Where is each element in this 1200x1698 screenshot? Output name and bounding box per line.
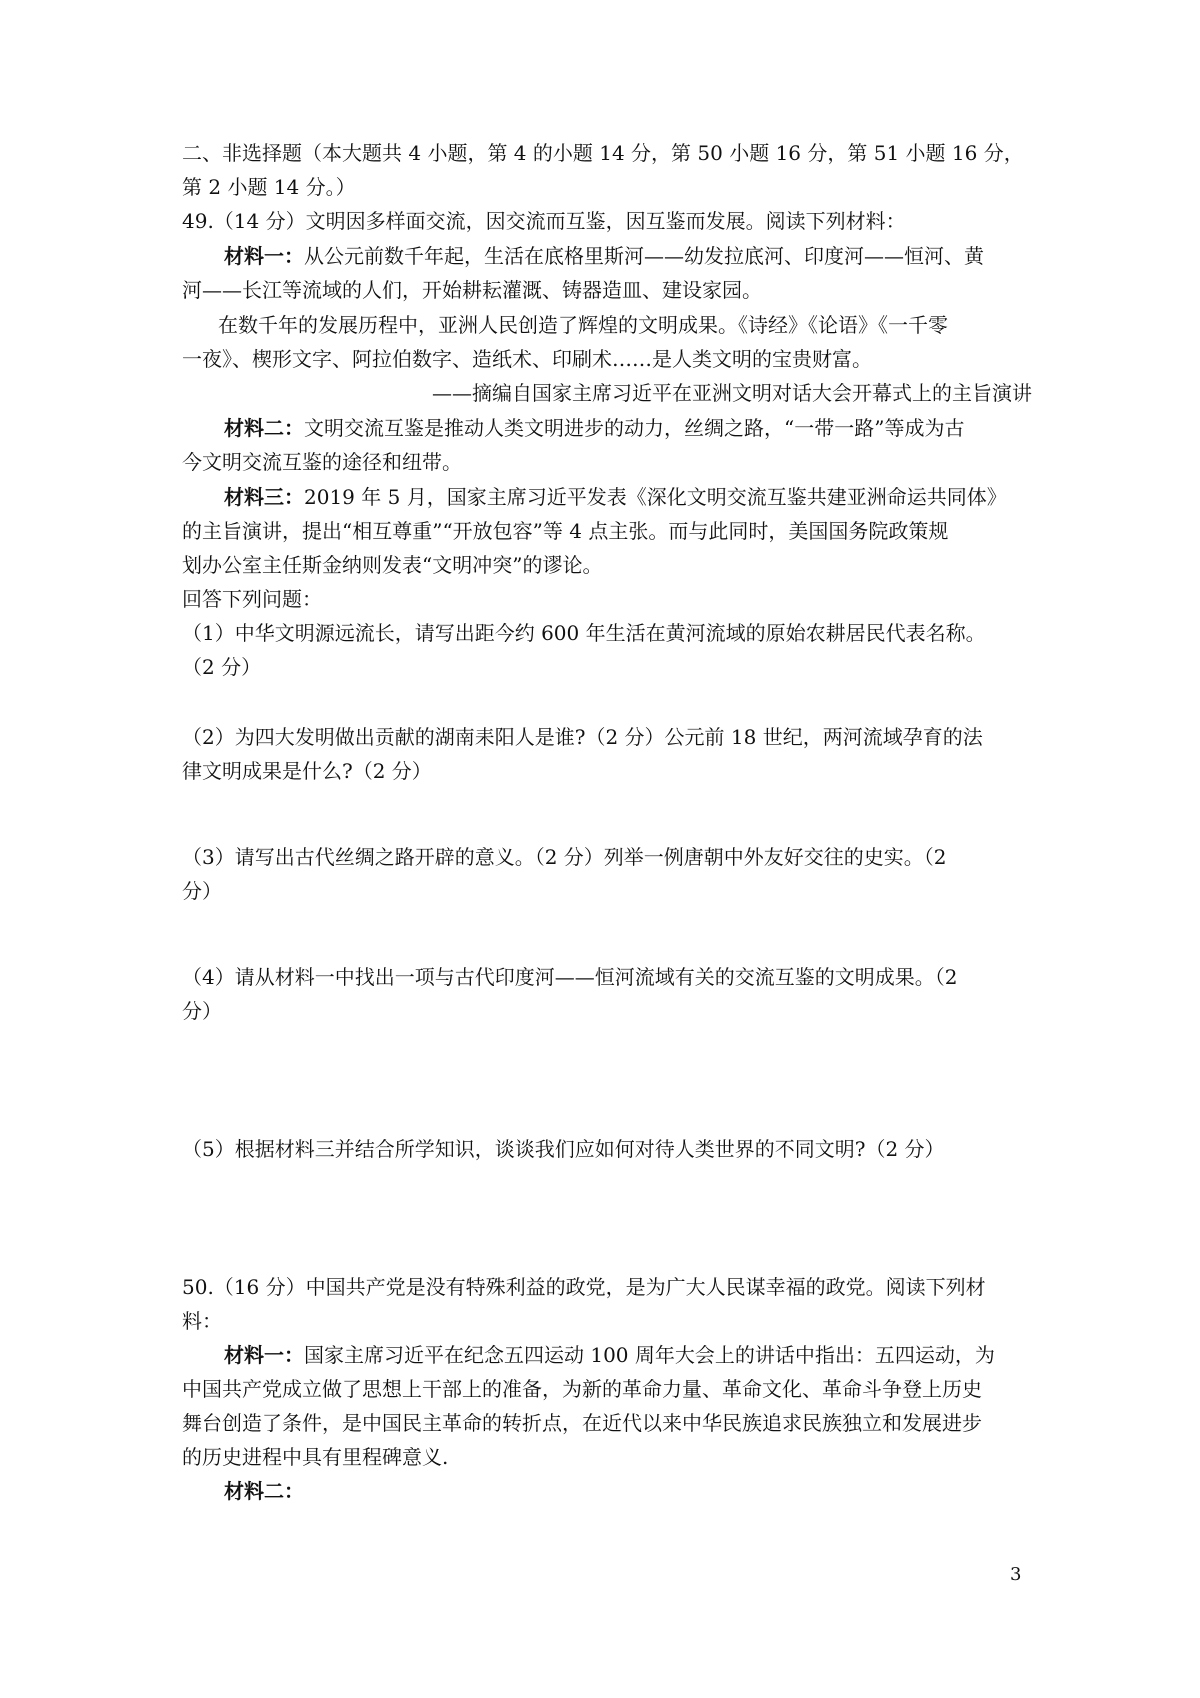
q49-material-1-text: 从公元前数千年起，生活在底格里斯河——幼发拉底河、印度河——恒河、黄 xyxy=(304,244,984,268)
q49-material-2-text: 文明交流互鉴是推动人类文明进步的动力，丝绸之路，“一带一路”等成为古 xyxy=(304,416,965,440)
q49-material-1-para-2-line-1: 在数千年的发展历程中，亚洲人民创造了辉煌的文明成果。《诗经》《论语》《一千零 xyxy=(218,313,948,337)
q50-material-1-line-4: 的历史进程中具有里程碑意义. xyxy=(182,1445,449,1469)
q50-material-1-text: 国家主席习近平在纪念五四运动 100 周年大会上的讲话中指出：五四运动，为 xyxy=(304,1343,995,1367)
q49-stem: 49.（14 分）文明因多样面交流，因交流而互鉴，因互鉴而发展。阅读下列材料： xyxy=(182,209,906,233)
q50-stem-line-2: 料： xyxy=(182,1309,222,1333)
q49-material-3-label: 材料三： xyxy=(224,485,304,509)
q50-material-1-label: 材料一： xyxy=(224,1343,304,1367)
q50-stem-line-1: 50.（16 分）中国共产党是没有特殊利益的政党，是为广大人民谋幸福的政党。阅读下列材 xyxy=(182,1275,986,1299)
q49-sub-3-line-2: 分） xyxy=(182,879,222,903)
q49-material-2-label: 材料二： xyxy=(224,416,304,440)
q49-sub-2-line-2: 律文明成果是什么?（2 分） xyxy=(182,759,432,783)
q49-material-3-line-1 xyxy=(182,480,1074,514)
q50-material-1-line-3: 舞台创造了条件，是中国民主革命的转折点，在近代以来中华民族追求民族独立和发展进步 xyxy=(182,1411,982,1435)
q49-material-1-line-1 xyxy=(182,239,1074,273)
q49-sub-2-line-1: （2）为四大发明做出贡献的湖南耒阳人是谁?（2 分）公元前 18 世纪，两河流域孕育的法 xyxy=(182,725,983,749)
q49-material-3-line-3: 划办公室主任斯金纳则发表“文明冲突”的谬论。 xyxy=(182,553,603,577)
q49-material-1-label: 材料一： xyxy=(224,244,304,268)
q50-material-1-line-1 xyxy=(182,1338,1074,1372)
q49-sub-4-line-1: （4）请从材料一中找出一项与古代印度河——恒河流域有关的交流互鉴的文明成果。（2 xyxy=(182,965,958,989)
section-title-cont: 第 2 小题 14 分。） xyxy=(182,175,356,199)
q49-material-3-text: 2019 年 5 月，国家主席习近平发表《深化文明交流互鉴共建亚洲命运共同体》 xyxy=(304,485,1007,509)
answer-prompt: 回答下列问题： xyxy=(182,587,322,611)
q49-material-2-line-1 xyxy=(182,411,1074,445)
q49-sub-3-line-1: （3）请写出古代丝绸之路开辟的意义。（2 分）列举一例唐朝中外友好交往的史实。（2 xyxy=(182,845,947,869)
q49-material-1-line-2: 河——长江等流域的人们，开始耕耘灌溉、铸器造皿、建设家园。 xyxy=(182,278,762,302)
q49-material-1-para-2-line-2: 一夜》、楔形文字、阿拉伯数字、造纸术、印刷术……是人类文明的宝贵财富。 xyxy=(182,347,872,371)
q49-sub-4-line-2: 分） xyxy=(182,999,222,1023)
q49-sub-1-line-2: （2 分） xyxy=(182,655,262,679)
q49-material-2-line-2: 今文明交流互鉴的途径和纽带。 xyxy=(182,450,462,474)
q49-sub-5-line-1: （5）根据材料三并结合所学知识，谈谈我们应如何对待人类世界的不同文明?（2 分） xyxy=(182,1137,945,1161)
q49-material-3-line-2: 的主旨演讲，提出“相互尊重”“开放包容”等 4 点主张。而与此同时，美国国务院政策规 xyxy=(182,519,949,543)
page-number: 3 xyxy=(1010,1564,1022,1585)
q49-sub-1-line-1: （1）中华文明源远流长，请写出距今约 600 年生活在黄河流域的原始农耕居民代表名称。 xyxy=(182,621,986,645)
q49-material-1-source: ——摘编自国家主席习近平在亚洲文明对话大会开幕式上的主旨演讲 xyxy=(432,381,1032,405)
section-title: 二、非选择题（本大题共 4 小题，第 4 的小题 14 分，第 50 小题 16 分，第 51 小题 16 分， xyxy=(182,141,1024,165)
q50-material-1-line-2: 中国共产党成立做了思想上干部上的准备，为新的革命力量、革命文化、革命斗争登上历史 xyxy=(182,1377,982,1401)
q50-material-2-label: 材料二： xyxy=(224,1479,304,1503)
